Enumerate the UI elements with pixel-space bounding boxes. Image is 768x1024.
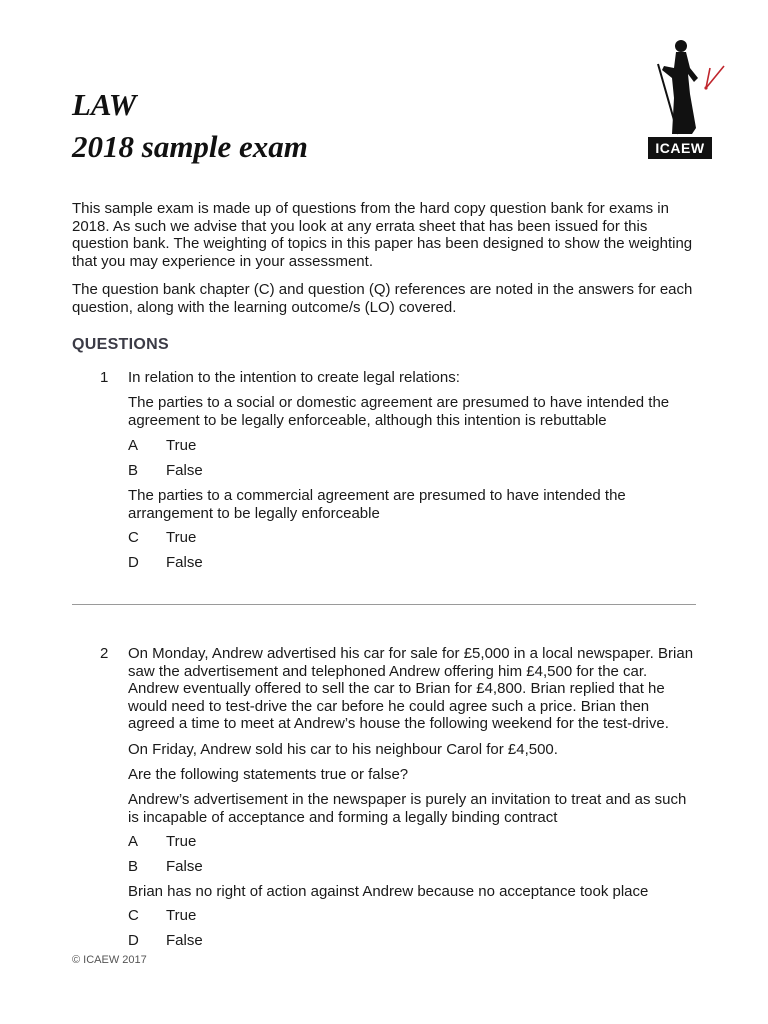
question-1-statement-1: The parties to a social or domestic agreement are presumed to have intended the agreement to be legally enforceable, although this intention is rebuttable <box>128 394 670 429</box>
option-letter: B <box>128 858 139 875</box>
option-text: False <box>166 932 203 949</box>
question-2-friday: On Friday, Andrew sold his car to his neighbour Carol for £4,500. <box>128 741 558 758</box>
question-2-statement-2: Brian has no right of action against Andrew because no acceptance took place <box>128 883 649 900</box>
question-1-stem: In relation to the intention to create legal relations: <box>128 369 460 386</box>
option-letter: C <box>128 529 139 546</box>
option-letter: B <box>128 462 139 479</box>
option-text: False <box>166 554 203 571</box>
question-2-scenario: On Monday, Andrew advertised his car for sale for £5,000 in a local newspaper. Brian saw the advertisement and telephoned Andrew offering him £4,500 for the car. Andrew eventually offered to sell the car to Brian for £4,800. Brian replied that he would need to test-drive the car before he could agree such a price. Brian then agreed a time to meet at Andrew’s house the following weekend for the test-drive. <box>128 645 694 732</box>
copyright-footer: © ICAEW 2017 <box>72 954 147 966</box>
option-text: True <box>166 833 197 850</box>
option-text: True <box>166 529 197 546</box>
option-text: True <box>166 437 197 454</box>
option-letter: D <box>128 554 139 571</box>
option-text: False <box>166 462 203 479</box>
question-1-number: 1 <box>100 369 109 386</box>
intro-paragraph-2: The question bank chapter (C) and question (Q) references are noted in the answers for each question, along with the learning outcome/s (LO) covered. <box>72 281 693 316</box>
intro-paragraph-1: This sample exam is made up of questions from the hard copy question bank for exams in 2018. As such we advise that you look at any errata sheet that has been issued for this question bank. The weighting of topics in this paper has been designed to show the weighting that you may experience in your assessment. <box>72 200 693 270</box>
title-exam: 2018 sample exam <box>72 129 308 164</box>
questions-heading: QUESTIONS <box>72 336 169 353</box>
option-letter: A <box>128 833 139 850</box>
logo-wordmark: ICAEW <box>648 137 712 159</box>
question-1-statement-2: The parties to a commercial agreement are presumed to have intended the arrangement to be legally enforceable <box>128 487 626 522</box>
question-2-statement-1: Andrew’s advertisement in the newspaper is purely an invitation to treat and as such is incapable of acceptance and forming a legally binding contract <box>128 791 687 826</box>
title-subject: LAW <box>72 87 137 122</box>
document-title <box>72 84 308 168</box>
question-divider <box>72 604 696 605</box>
option-letter: A <box>128 437 139 454</box>
question-2-prompt: Are the following statements true or false? <box>128 766 409 783</box>
option-letter: C <box>128 907 139 924</box>
option-text: False <box>166 858 203 875</box>
option-text: True <box>166 907 197 924</box>
option-letter: D <box>128 932 139 949</box>
question-2-number: 2 <box>100 645 109 662</box>
